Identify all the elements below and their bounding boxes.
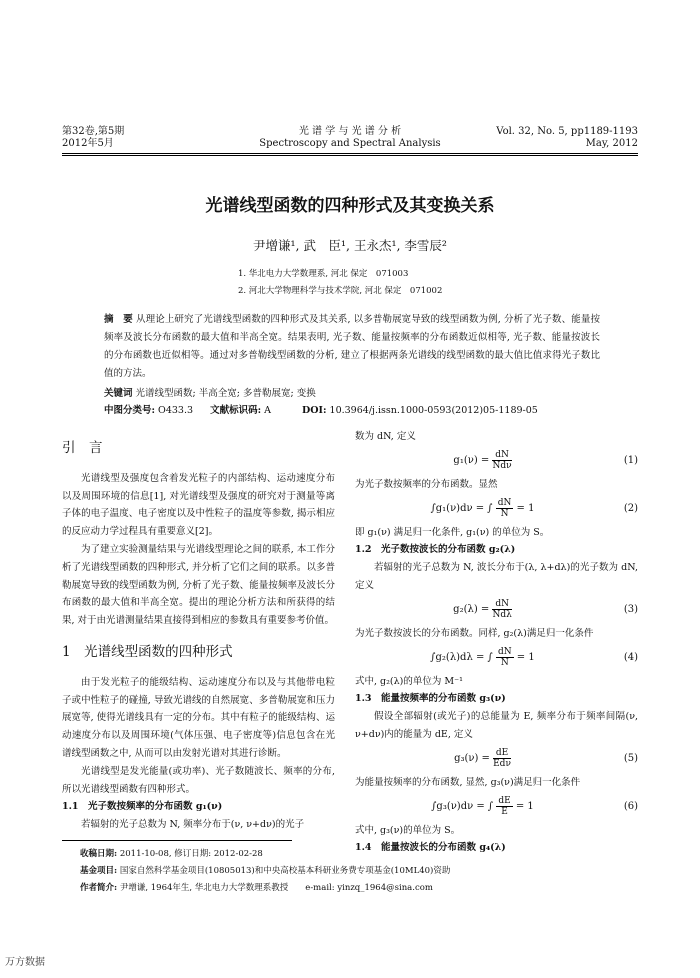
equation-4 [355,643,638,673]
subsection-heading-1-1: 1.1 光子数按频率的分布函数 g₁(ν) [62,801,223,813]
equation-1 [355,446,638,476]
right-column [355,428,638,857]
paragraph: 若辐射的光子总数为 N, 频率分布于(ν, ν+dν)的光子 [81,819,305,831]
eq-numerator: dN [497,498,512,509]
equation-5 [355,744,638,774]
eq-lhs: ∫g₂(λ)dλ = ∫ [430,652,493,664]
eq-numerator: dE [493,748,511,759]
affiliation-1: 1. 华北电力大学数理系, 河北 保定 071003 [238,269,409,279]
equation-2 [355,494,638,524]
eq-rhs: = 1 [516,652,535,664]
watermark: 万方数据 [5,957,45,968]
footnote-received [80,846,640,863]
footnote-rule [62,840,292,841]
paragraph: 为光子数按波长的分布函数。同样, g₂(λ)满足归一化条件 [355,627,594,639]
eq-denominator: Ndν [492,461,512,472]
doc-code-label: 文献标识码: [210,405,262,416]
section-heading-intro: 引 言 [62,440,103,456]
eq-numerator: dN [492,599,511,610]
footnote-text: 国家自然科学基金项目(10805013)和中央高校基本科研业务费专项基金(10ML40)资助 [119,866,451,876]
eq-denominator: N [500,658,509,669]
footnote-label: 基金项目: [80,866,118,876]
paragraph: 式中, g₃(ν)的单位为 S。 [355,824,461,836]
clc-value: O433.3 [158,405,194,416]
keywords [104,385,604,402]
journal-name-en: Spectroscopy and Spectral Analysis [259,138,441,149]
equation-number: (3) [623,603,638,615]
eq-lhs: ∫g₁(ν)dν = ∫ [430,503,493,515]
eq-numerator: dE [498,796,511,807]
paragraph: 光谱线型及强度包含着发光粒子的内部结构、运动速度分布以及周围环境的信息[1], 对光谱线型及强度的研究对于测量等离子体的电子温度、电子密度以及中性粒子的温度等参数, 揭示相应的反应动力学过程具有重要意义[2]。 [62,472,335,538]
doc-code-value: A [264,405,271,416]
keywords-label: 关键词 [104,388,133,399]
equation-number: (6) [623,800,638,812]
paragraph: 光谱线型是发光能量(或功率)、光子数随波长、频率的分布, 所以光谱线型函数有四种形式。 [62,765,335,795]
eq-lhs: g₁(ν) = [453,455,490,467]
left-column [62,428,335,834]
paragraph: 为能量按频率的分布函数, 显然, g₃(ν)满足归一化条件 [355,776,581,788]
doi-label: DOI: [302,405,327,416]
equation-number: (1) [623,454,638,466]
subsection-heading-1-2: 1.2 光子数按波长的分布函数 g₂(λ) [355,544,516,556]
eq-denominator: Ndλ [492,610,512,621]
issue-date: 2012年5月 [62,138,114,149]
abstract-label: 摘 要 [104,314,133,325]
equation-number: (5) [623,752,638,764]
header-rule [62,153,638,154]
volume-issue: 第32卷,第5期 [62,126,125,137]
paragraph: 即 g₁(ν) 满足归一化条件, g₁(ν) 的单位为 S。 [355,526,550,538]
footnote-text: 2011-10-08, 修订日期: 2012-02-28 [119,849,263,859]
eq-lhs: g₃(ν) = [454,753,490,765]
eq-denominator: E [501,807,508,818]
abstract-text: 从理论上研究了光谱线型函数的四种形式及其关系, 以多普勒展宽导致的线型函数为例, 分析了光子数、能量按频率及波长分布函数的最大值和半高全宽。结果表明, 光子数、能量按频率的分布函数近似相等, 光子数、能量按波长的分布函数也近似相等。通过对多普勒线型函数的分析, 建立了根据两条光谱线的线型函数的最大值比值求得光子数比值的方法。 [104,314,600,379]
eq-numerator: dN [497,647,512,658]
subsection-heading-1-4: 1.4 能量按波长的分布函数 g₄(λ) [355,842,506,854]
footnote-label: 作者简介: [80,883,118,893]
publish-date: May, 2012 [585,138,638,149]
eq-rhs: = 1 [516,503,535,515]
paragraph: 若辐射的光子总数为 N, 波长分布于(λ, λ+dλ)的光子数为 dN, 定义 [355,562,638,591]
footnote-label: 收稿日期: [80,849,118,859]
paragraph: 数为 dN, 定义 [355,431,416,442]
doi-value: 10.3964/j.issn.1000-0593(2012)05-1189-05 [329,405,538,416]
equation-number: (4) [623,651,638,663]
keywords-text: 光谱线型函数; 半高全宽; 多普勒展宽; 变换 [135,388,316,399]
paragraph: 由于发光粒子的能级结构、运动速度分布以及与其他带电粒子或中性粒子的碰撞, 导致光谱线的自然展宽、多普勒展宽和压力展宽等, 使得光谱线具有一定的分布。其中有粒子的能级结构、运动速度分布以及周围环境(气体压强、电子密度等)信息包含在光谱线型函数之中, 从而可以由发射光谱对其进行诊断。 [62,676,335,759]
eq-rhs: = 1 [515,801,534,813]
eq-lhs: g₂(λ) = [453,604,490,616]
journal-pages [496,126,638,150]
volume-pages: Vol. 32, No. 5, pp1189-1193 [496,126,638,137]
footnote-author [80,880,640,897]
footnotes [80,846,640,897]
section-heading-1: 1 光谱线型函数的四种形式 [62,643,233,660]
eq-denominator: Edν [493,759,511,770]
subsection-heading-1-3: 1.3 能量按频率的分布函数 g₃(ν) [355,693,506,705]
affiliation-2: 2. 河北大学物理科学与技术学院, 河北 保定 071002 [238,286,443,296]
abstract [104,311,600,383]
equation-number: (2) [623,502,638,514]
eq-lhs: ∫g₃(ν)dν = ∫ [431,801,494,813]
eq-numerator: dN [492,450,511,461]
equation-3 [355,595,638,625]
header-rule-2 [62,155,638,156]
footnote-text: 尹增谦, 1964年生, 华北电力大学数理系教授 e-mail: yinzq_1964@sina.com [119,883,433,893]
equation-6 [355,792,638,822]
footnote-fund [80,863,640,880]
paragraph: 为了建立实验测量结果与光谱线型理论之间的联系, 本工作分析了光谱线型函数的四种形式, 并分析了它们之间的联系。以多普勒展宽导致的线型函数为例, 分析了光子数、能量按频率及波长分布函数的最大值和半高全宽。提出的理论分析方法和所获得的结果, 对于由光谱测量结果直接得到相应的参数具有重要参考价值。 [62,543,335,627]
paper-title: 光谱线型函数的四种形式及其变换关系 [205,196,495,216]
classification [104,402,604,419]
paragraph: 假设全部辐射(或光子)的总能量为 E, 频率分布于频率间隔(ν, ν+dν)内的能量为 dE, 定义 [355,711,638,740]
eq-denominator: N [500,509,509,520]
paragraph: 式中, g₂(λ)的单位为 M⁻¹ [355,675,463,687]
clc-label: 中图分类号: [104,405,156,416]
journal-name-cn: 光 谱 学 与 光 谱 分 析 [298,126,402,137]
paragraph: 为光子数按频率的分布函数。显然 [355,478,498,490]
author-list: 尹增谦¹, 武 臣¹, 王永杰¹, 李雪辰² [253,238,447,253]
